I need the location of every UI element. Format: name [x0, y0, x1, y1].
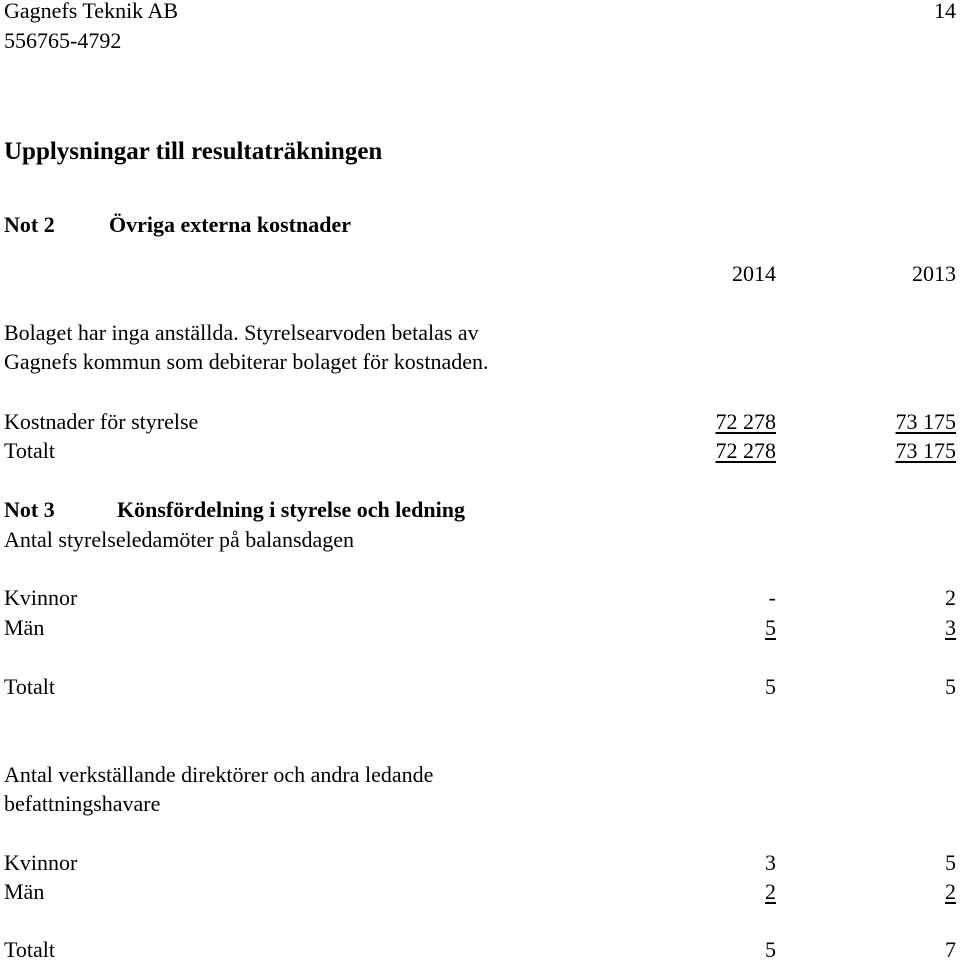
- row-value-2014: 3: [765, 850, 776, 875]
- row-label: Kvinnor: [4, 850, 78, 875]
- row-label: Kostnader för styrelse: [4, 409, 199, 434]
- org-number: 556765-4792: [4, 28, 122, 53]
- board-heading: Antal styrelseledamöter på balansdagen: [4, 527, 355, 552]
- note2-text-line2: Gagnefs kommun som debiterar bolaget för kostnaden.: [4, 349, 489, 374]
- row-value-2013: 73 175: [895, 409, 956, 434]
- total-value-2013: 7: [945, 937, 956, 962]
- note3-label: Not 3: [4, 497, 55, 522]
- row-label: Män: [4, 615, 45, 640]
- section-title: Upplysningar till resultaträkningen: [4, 138, 383, 165]
- row-value-2013: 3: [945, 615, 956, 640]
- year-2014-header: 2014: [732, 261, 776, 286]
- row-label: Kvinnor: [4, 585, 78, 610]
- row-value-2014: 2: [765, 879, 776, 904]
- total-value-2014: 5: [765, 674, 776, 699]
- total-label: Totalt: [4, 674, 56, 699]
- row-label: Totalt: [4, 438, 56, 463]
- note3-title: Könsfördelning i styrelse och ledning: [117, 497, 465, 522]
- row-value-2014: 72 278: [715, 438, 776, 463]
- row-value-2013: 73 175: [895, 438, 956, 463]
- note2-title: Övriga externa kostnader: [109, 212, 351, 237]
- year-2013-header: 2013: [912, 261, 956, 286]
- note2-text-line1: Bolaget har inga anställda. Styrelsearvoden betalas av: [4, 320, 479, 345]
- mgmt-heading-line1: Antal verkställande direktörer och andra ledande: [4, 762, 434, 787]
- row-value-2013: 5: [945, 850, 956, 875]
- row-value-2014: 5: [765, 615, 776, 640]
- total-value-2013: 5: [945, 674, 956, 699]
- row-value-2013: 2: [945, 879, 956, 904]
- company-name: Gagnefs Teknik AB: [4, 0, 179, 23]
- total-label: Totalt: [4, 937, 56, 962]
- row-value-2013: 2: [945, 585, 956, 610]
- note2-label: Not 2: [4, 212, 55, 237]
- row-value-2014: 72 278: [715, 409, 776, 434]
- total-value-2014: 5: [765, 937, 776, 962]
- row-value-2014: -: [768, 585, 776, 610]
- page-number: 14: [934, 0, 956, 23]
- row-label: Män: [4, 879, 45, 904]
- mgmt-heading-line2: befattningshavare: [4, 791, 161, 816]
